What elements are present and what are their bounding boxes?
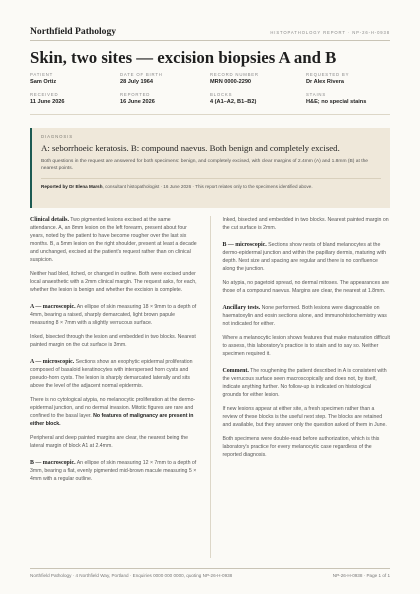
- report-header: [30, 26, 390, 40]
- microscopic-a-3: Peripheral and deep painted margins are clear, the nearest being the lateral margin of block A1 at 2.4mm.: [30, 435, 189, 449]
- clinical-details-2: Neither had bled, itched, or changed in outline. Both were excised under local anaesthetic with a 2mm clinical margin. The request asks, for each, whether the lesion is benign and whether the excision is complete.: [30, 271, 197, 293]
- header-divider: [30, 40, 390, 41]
- meta-blocks: BLOCKS 4 (A1–A2, B1–B2): [210, 92, 257, 105]
- reporter-name: Reported by Dr Elena Marsh: [41, 183, 103, 189]
- microscopic-b-2: No atypia, no pagetoid spread, no dermal mitoses. The appearances are those of a compound naevus. Margins are clear, the nearest at 1.8mm.: [222, 280, 390, 294]
- malignancy-statement: No features of malignancy are present in either block.: [30, 413, 194, 427]
- diagnosis-box: [30, 128, 390, 208]
- diagnosis-label: DIAGNOSIS: [41, 134, 73, 139]
- column-divider: [210, 216, 211, 558]
- meta-stains: STAINS H&E; no special stains: [306, 92, 367, 105]
- comment-2: If new lesions appear at either site, a fresh specimen rather than a review of these blocks is the useful next step. The blocks are retained and available, but they answer only the question asked of them in June.: [222, 406, 387, 428]
- diagnosis-divider: [41, 178, 381, 179]
- meta-received: RECEIVED 11 June 2026: [30, 92, 65, 105]
- macroscopic-a-heading: A — macroscopic.: [30, 304, 76, 310]
- report-body: [30, 216, 390, 558]
- meta-reported: REPORTED 16 June 2026: [120, 92, 155, 105]
- macroscopic-b: B — macroscopic. An ellipse of skin measuring 12 × 7mm to a depth of 3mm, bearing a flat, evenly pigmented mid-brown macule measuring 5 × 4mm with a regular outline.: [30, 460, 197, 482]
- clinical-heading: Clinical details.: [30, 217, 69, 223]
- comment-3: Both specimens were double-read before authorization, which is this laboratory's practice for every melanocytic case regardless of the reported diagnosis.: [222, 436, 380, 458]
- right-column: [222, 216, 390, 558]
- meta-record-number: RECORD NUMBER MRN 0000-2290: [210, 72, 259, 85]
- macroscopic-b-heading: B — macroscopic.: [30, 460, 76, 466]
- lab-brand: Northfield Pathology: [30, 26, 117, 37]
- meta-patient: PATIENT Sam Ortiz: [30, 72, 57, 85]
- microscopic-a-2: There is no cytological atypia, no melanocytic proliferation at the dermo-epidermal junction, and no dermal invasion. Mitotic figures are rare and confined to the basal layer. No features of malignancy are present in either block.: [30, 397, 196, 427]
- footer-divider: [30, 568, 390, 569]
- patient-meta-grid: [30, 72, 390, 106]
- diagnosis-headline: A: seborrhoeic keratosis. B: compound naevus. Both benign and completely excised.: [41, 143, 340, 153]
- report-footer: [30, 573, 390, 578]
- reporter-detail: , consultant histopathologist · 16 June 2026 · This report relates only to the specimens identified above.: [102, 183, 313, 189]
- reported-by-line: [41, 183, 381, 190]
- document-reference: HISTOPATHOLOGY REPORT · NP-26-H-0938: [270, 30, 390, 35]
- comment-heading: Comment.: [222, 368, 249, 374]
- report-title: Skin, two sites — excision biopsies A and B: [30, 48, 337, 67]
- meta-dob: DATE OF BIRTH 28 July 1964: [120, 72, 163, 85]
- microscopic-b: B — microscopic. Sections show nests of bland melanocytes at the dermo-epidermal junction and within the papillary dermis, maturing with depth. Nest size and spacing are regular and there is no confluence along the junction.: [222, 242, 386, 272]
- microscopic-b-heading: B — microscopic.: [222, 242, 267, 248]
- comment: Comment. The roughening the patient described in A is consistent with the verrucous surface seen macroscopically and does not, by itself, indicate anything further. No follow-up is indicated on histological grounds for either lesion.: [222, 368, 387, 398]
- ancillary-tests-2: Where a melanocytic lesion shows features that make maturation difficult to assess, this laboratory's practice is to stain and to say so. Neither specimen required it.: [222, 335, 390, 357]
- ancillary-tests: Ancillary tests. None performed. Both lesions were diagnosable on haematoxylin and eosin sections alone, and immunohistochemistry was not indicated for either.: [222, 305, 387, 327]
- meta-requested-by: REQUESTED BY Dr Alex Rivera: [306, 72, 350, 85]
- microscopic-a-heading: A — microscopic.: [30, 359, 75, 365]
- footer-address: Northfield Pathology · 4 Northfield Way, Portland · Enquiries 0000 000 0000, quoting NP-26-H-0938: [30, 573, 233, 578]
- meta-divider: [30, 114, 390, 115]
- clinical-details: Clinical details. Two pigmented lesions excised at the same attendance. A, an 8mm lesion on the left forearm, present about four years, noted by the patient to have become rougher over the last six months. B, a 5mm lesion on the right shoulder, present at least a decade and unchanged, excised at the patient's request rather than on clinical suspicion.: [30, 217, 197, 263]
- diagnosis-summary: Both questions in the request are answered for both specimens: benign, and completely excised, with clear margins of 2.4mm (A) and 1.8mm (B) at the nearest points.: [41, 159, 369, 172]
- footer-page-number: NP-26-H-0938 · Page 1 of 1: [332, 573, 390, 578]
- macroscopic-b-2: Inked, bisected and embedded in two blocks. Nearest painted margin on the cut surface is 2mm.: [222, 217, 389, 231]
- ancillary-heading: Ancillary tests.: [222, 305, 261, 311]
- left-column: [30, 216, 198, 558]
- macroscopic-a: A — macroscopic. An ellipse of skin measuring 18 × 9mm to a depth of 4mm, bearing a raised, sharply demarcated, light brown papule measuring 8 × 7mm with a slightly verrucous surface.: [30, 304, 197, 326]
- microscopic-a: A — microscopic. Sections show an exophytic epidermal proliferation composed of basaloid keratinocytes with interspersed horn cysts and pseudo-horn cysts. The lesion is sharply demarcated laterally and sits above the level of the adjacent normal epidermis.: [30, 359, 193, 389]
- macroscopic-a-2: Inked, bisected through the lesion and embedded in two blocks. Nearest painted margin on the cut surface is 3mm.: [30, 334, 196, 348]
